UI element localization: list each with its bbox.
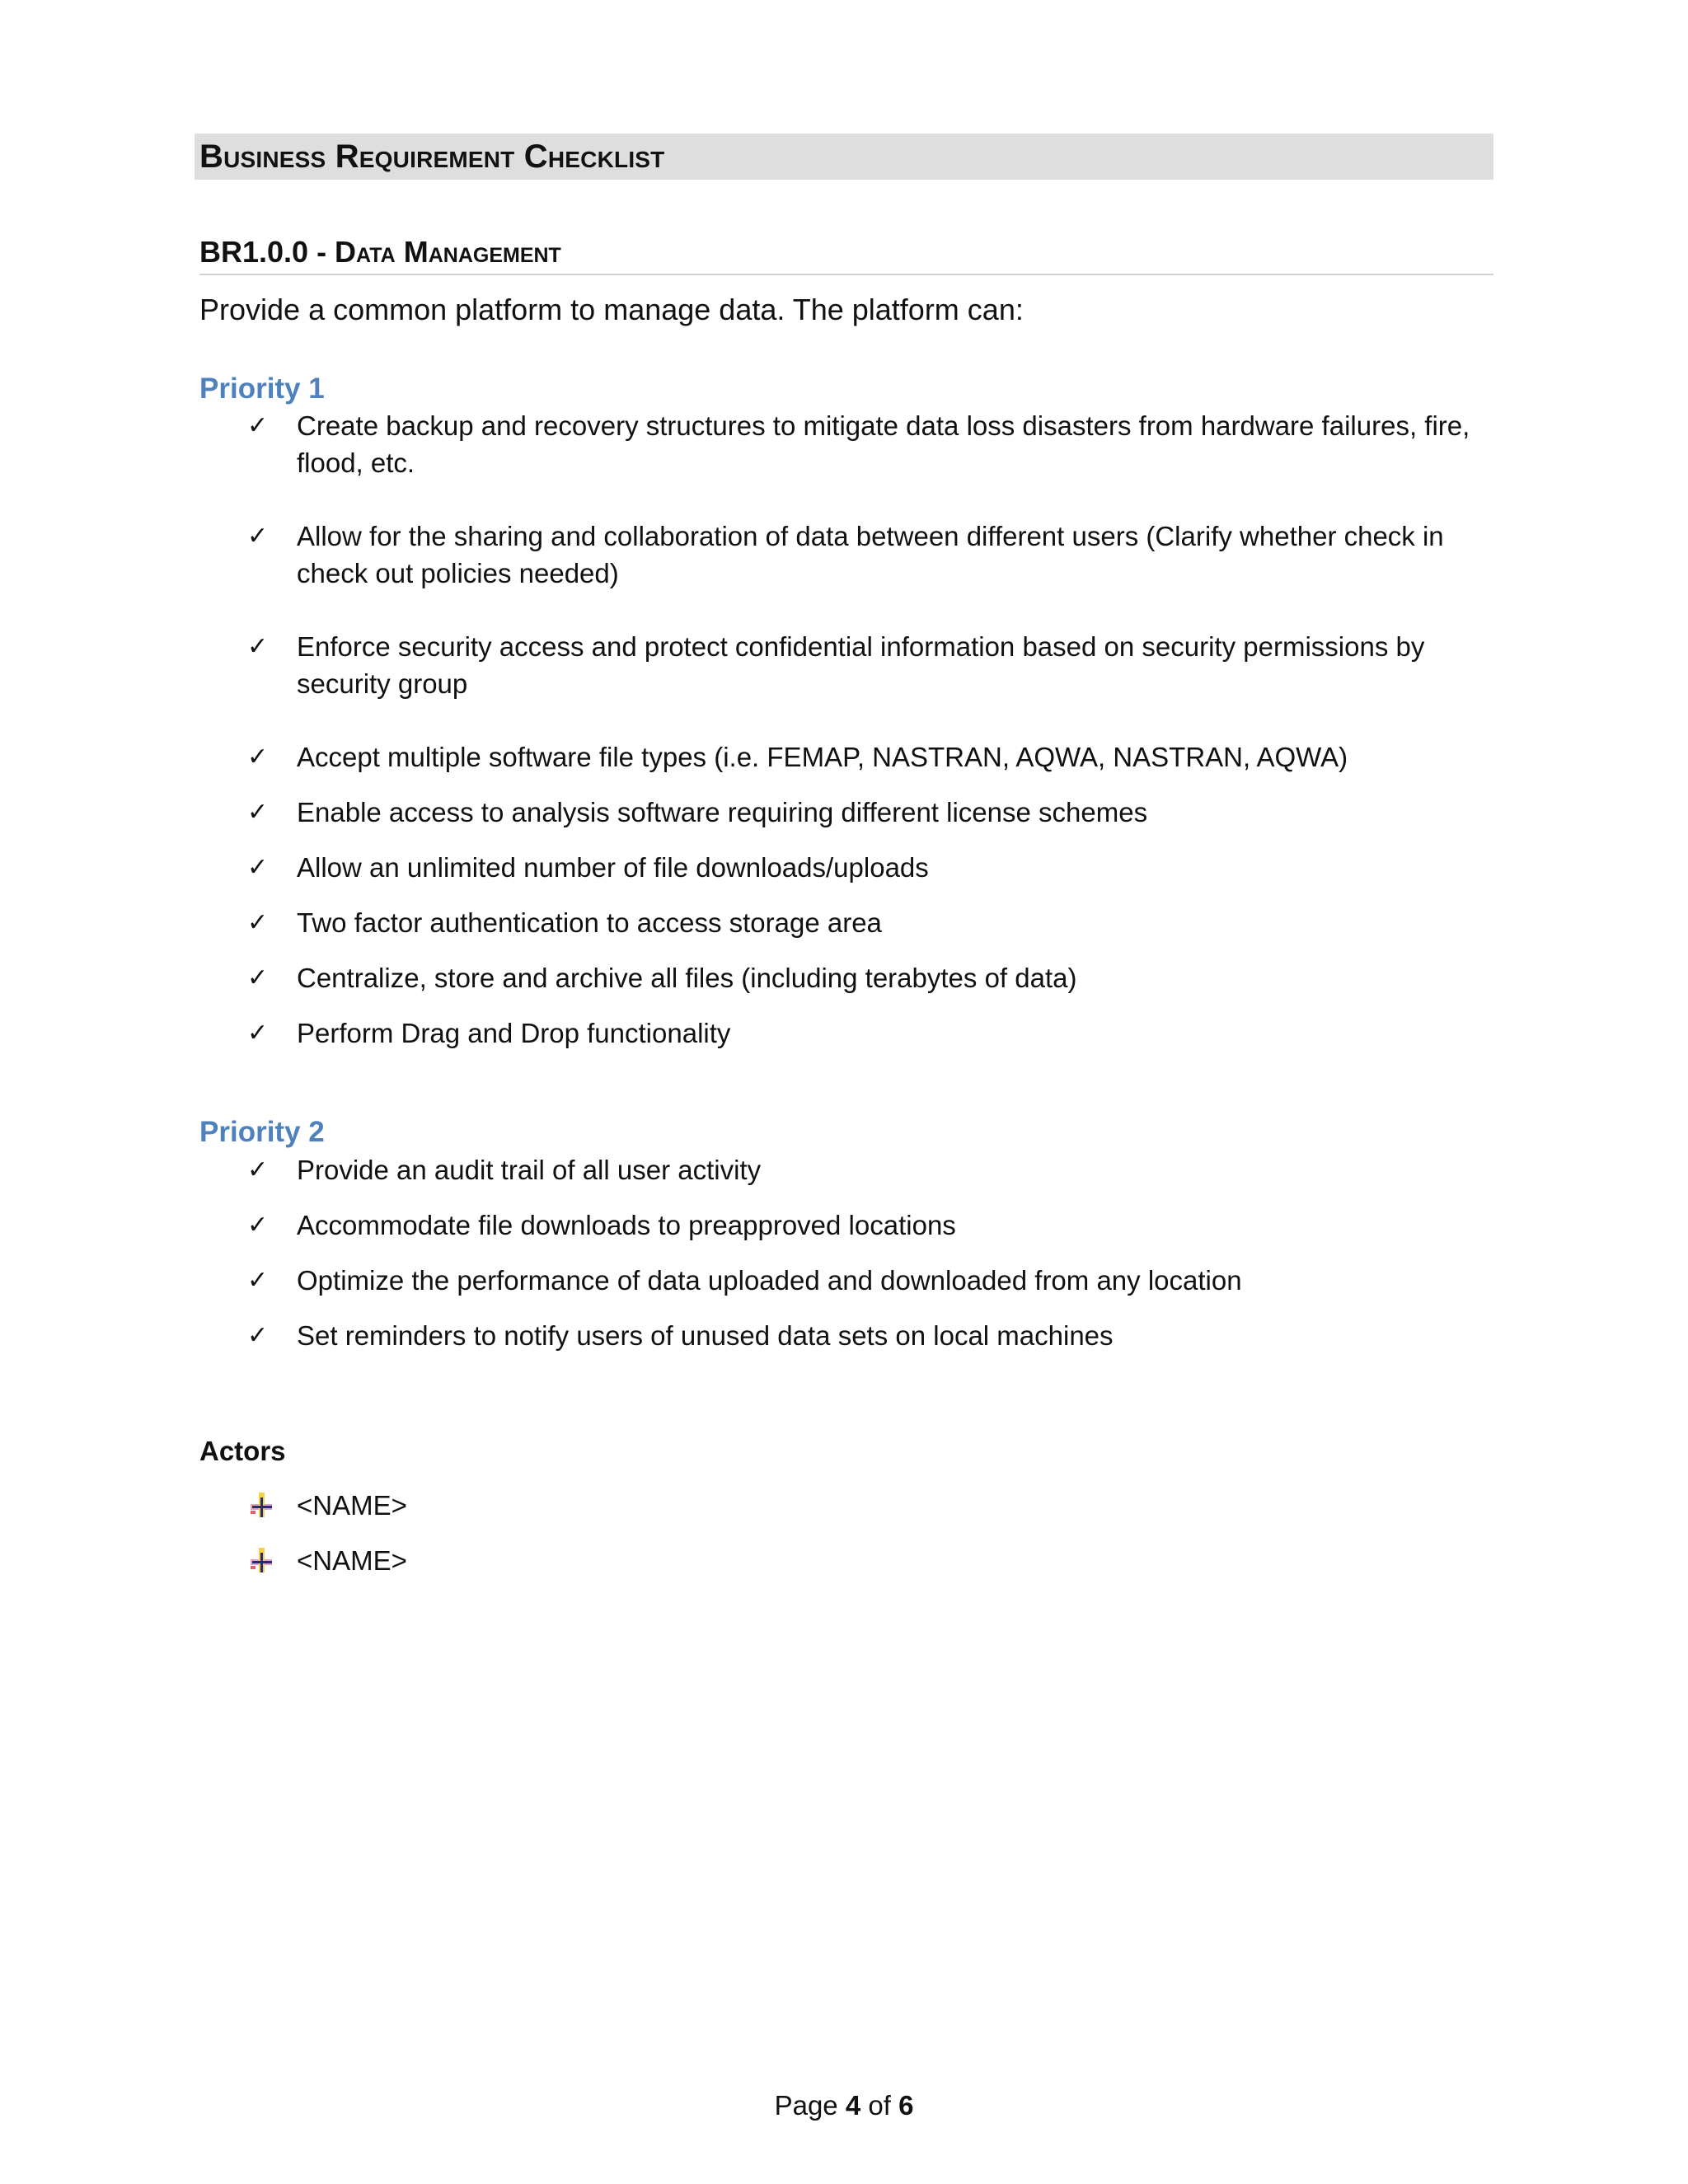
footer-total-pages: 6 xyxy=(898,2090,914,2121)
list-item xyxy=(247,1151,1500,1189)
list-item xyxy=(247,794,1500,832)
footer-page-sep: of xyxy=(868,2090,891,2121)
actor-item xyxy=(247,1487,407,1525)
colored-cross-bullet-icon xyxy=(247,1544,297,1577)
page-footer xyxy=(0,2087,1688,2125)
list-item xyxy=(247,407,1500,481)
list-item xyxy=(247,849,1500,887)
list-item-text: Perform Drag and Drop functionality xyxy=(297,1018,731,1048)
list-item xyxy=(247,904,1500,942)
checkmark-icon: ✓ xyxy=(247,798,269,827)
colored-cross-bullet-icon xyxy=(247,1489,297,1522)
priority-1-heading: Priority 1 xyxy=(199,373,325,405)
list-item xyxy=(247,518,1500,592)
list-item-text: Two factor authentication to access storage area xyxy=(297,907,882,938)
actor-name: <NAME> xyxy=(297,1545,407,1576)
list-item-text: Enable access to analysis software requiring different license schemes xyxy=(297,797,1148,827)
document-title-bar xyxy=(195,134,1493,180)
checkmark-icon: ✓ xyxy=(247,632,269,661)
checkmark-icon: ✓ xyxy=(247,522,269,551)
list-item xyxy=(247,1262,1500,1300)
checkmark-icon: ✓ xyxy=(247,853,269,882)
list-item-text: Provide an audit trail of all user activity xyxy=(297,1155,762,1185)
list-item-text: Centralize, store and archive all files (including terabytes of data) xyxy=(297,963,1077,993)
actor-name: <NAME> xyxy=(297,1490,407,1521)
list-item xyxy=(247,1317,1500,1355)
actor-item xyxy=(247,1542,407,1580)
footer-page-prefix: Page xyxy=(774,2090,838,2121)
footer-current-page: 4 xyxy=(845,2090,861,2121)
list-item-text: Accommodate file downloads to preapproved locations xyxy=(297,1210,956,1240)
list-item-text: Accept multiple software file types (i.e. FEMAP, NASTRAN, AQWA, NASTRAN, AQWA) xyxy=(297,742,1348,772)
document-title: Business Requirement Checklist xyxy=(199,138,665,175)
priority-2-heading: Priority 2 xyxy=(199,1116,325,1148)
checkmark-icon: ✓ xyxy=(247,743,269,771)
checkmark-icon: ✓ xyxy=(247,1155,269,1184)
list-item-text: Set reminders to notify users of unused data sets on local machines xyxy=(297,1320,1114,1351)
section-heading-text: BR1.0.0 - Data Management xyxy=(199,235,561,269)
checkmark-icon: ✓ xyxy=(247,908,269,937)
list-item xyxy=(247,1015,1500,1052)
checkmark-icon: ✓ xyxy=(247,1019,269,1047)
list-item-text: Create backup and recovery structures to mitigate data loss disasters from hardware failures, fire, flood, etc. xyxy=(297,410,1470,478)
list-item-text: Optimize the performance of data uploaded and downloaded from any location xyxy=(297,1265,1242,1296)
checkmark-icon: ✓ xyxy=(247,1266,269,1295)
checkmark-icon: ✓ xyxy=(247,963,269,992)
list-item-text: Allow an unlimited number of file downloads/uploads xyxy=(297,852,929,883)
list-item-text: Enforce security access and protect confidential information based on security permissions by security group xyxy=(297,631,1425,699)
list-item xyxy=(247,738,1500,776)
checkmark-icon: ✓ xyxy=(247,1321,269,1350)
list-item xyxy=(247,959,1500,997)
section-heading xyxy=(199,231,1493,275)
intro-paragraph: Provide a common platform to manage data. The platform can: xyxy=(199,293,1024,326)
actors-heading: Actors xyxy=(199,1436,286,1466)
list-item xyxy=(247,1207,1500,1244)
checkmark-icon: ✓ xyxy=(247,1211,269,1240)
list-item-text: Allow for the sharing and collaboration of data between different users (Clarify whether check in check out policies needed) xyxy=(297,521,1444,588)
list-item xyxy=(247,628,1500,702)
checkmark-icon: ✓ xyxy=(247,411,269,440)
